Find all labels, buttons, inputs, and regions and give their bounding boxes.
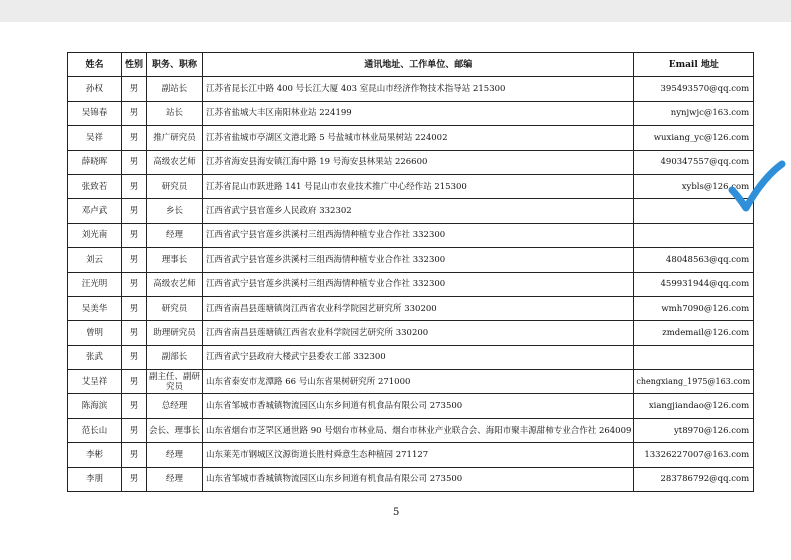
table-row [68,321,754,345]
cell-title: 会长、理事长 [147,418,203,442]
cell-name: 吴锦春 [68,101,122,125]
cell-gender: 男 [122,394,147,418]
cell-address: 山东莱芜市钢城区汶源街道长胜村舜意生态种植园 271127 [203,443,634,467]
cell-email: chengxiang_1975@163.com [634,370,754,394]
cell-email: 395493570@qq.com [634,77,754,101]
cell-gender: 男 [122,101,147,125]
cell-title: 理事长 [147,248,203,272]
cell-name: 薛晓晖 [68,150,122,174]
cell-email: wmh7090@126.com [634,296,754,320]
table-row [68,248,754,272]
cell-name: 刘光南 [68,223,122,247]
cell-gender: 男 [122,467,147,491]
table-row [68,101,754,125]
cell-gender: 男 [122,321,147,345]
cell-address: 江苏省昆长江中路 400 号长江大厦 403 室昆山市经济作物技术指导站 215300 [203,77,634,101]
cell-title: 高级农艺师 [147,150,203,174]
cell-address: 山东省烟台市芝罘区通世路 90 号烟台市林业局、烟台市林业产业联合会、海阳市聚丰源甜柿专业合作社 264009 [203,418,634,442]
contact-table [67,52,754,492]
cell-gender: 男 [122,174,147,198]
cell-address: 江西省南昌县莲塘镇岗江西省农业科学院园艺研究所 330200 [203,296,634,320]
cell-address: 江西省武宁县政府大楼武宁县委农工部 332300 [203,345,634,369]
table-row [68,418,754,442]
cell-title: 经理 [147,443,203,467]
cell-name: 汪光明 [68,272,122,296]
table-row [68,223,754,247]
table-row [68,296,754,320]
cell-title: 副部长 [147,345,203,369]
cell-name: 吴美华 [68,296,122,320]
cell-email [634,223,754,247]
cell-name: 李彬 [68,443,122,467]
cell-name: 曾明 [68,321,122,345]
cell-email: wuxiang_yc@126.com [634,126,754,150]
cell-gender: 男 [122,272,147,296]
cell-title: 副站长 [147,77,203,101]
cell-name: 孙权 [68,77,122,101]
cell-title: 推广研究员 [147,126,203,150]
cell-email [634,345,754,369]
cell-email: 490347557@qq.com [634,150,754,174]
cell-name: 刘云 [68,248,122,272]
cell-address: 江西省武宁县官莲乡洪溪村三组西海情种植专业合作社 332300 [203,248,634,272]
cell-gender: 男 [122,223,147,247]
header-address: 通讯地址、工作单位、邮编 [203,53,634,77]
cell-name: 张致若 [68,174,122,198]
checkmark-icon [726,160,786,216]
cell-title: 总经理 [147,394,203,418]
page-number: 5 [393,507,400,518]
table-row [68,174,754,198]
cell-name: 李朋 [68,467,122,491]
table-row [68,467,754,491]
cell-name: 艾呈祥 [68,370,122,394]
cell-gender: 男 [122,296,147,320]
cell-address: 江苏省海安县海安镇江海中路 19 号海安县林果站 226600 [203,150,634,174]
cell-name: 吴祥 [68,126,122,150]
cell-name: 张武 [68,345,122,369]
cell-email: 48048563@qq.com [634,248,754,272]
cell-address: 江西省武宁县官莲乡洪溪村三组西海情种植专业合作社 332300 [203,272,634,296]
cell-title: 经理 [147,223,203,247]
cell-name: 陈海滨 [68,394,122,418]
cell-gender: 男 [122,370,147,394]
cell-email: 283786792@qq.com [634,467,754,491]
cell-gender: 男 [122,248,147,272]
cell-gender: 男 [122,126,147,150]
cell-address: 江西省南昌县莲塘镇江西省农业科学院园艺研究所 330200 [203,321,634,345]
cell-gender: 男 [122,199,147,223]
cell-title: 副主任、副研究员 [147,370,203,394]
cell-address: 江西省武宁县官莲乡洪溪村三组西海情种植专业合作社 332300 [203,223,634,247]
cell-address: 江苏省盐城市亭湖区文港北路 5 号盐城市林业局果树站 224002 [203,126,634,150]
table-row [68,272,754,296]
cell-address: 江西省武宁县官莲乡人民政府 332302 [203,199,634,223]
cell-title: 乡长 [147,199,203,223]
cell-email: nynjwjc@163.com [634,101,754,125]
cell-email: 13326227007@163.com [634,443,754,467]
cell-address: 山东省泰安市龙潭路 66 号山东省果树研究所 271000 [203,370,634,394]
table-row [68,394,754,418]
cell-email: xiangjiandao@126.com [634,394,754,418]
table-header-row [68,53,754,77]
cell-title: 助理研究员 [147,321,203,345]
cell-title: 高级农艺师 [147,272,203,296]
cell-gender: 男 [122,345,147,369]
cell-name: 范长山 [68,418,122,442]
cell-email: 459931944@qq.com [634,272,754,296]
cell-address: 江苏省昆山市跃进路 141 号昆山市农业技术推广中心经作站 215300 [203,174,634,198]
cell-title: 研究员 [147,296,203,320]
cell-gender: 男 [122,418,147,442]
cell-address: 山东省邹城市香城镇物流园区山东乡间道有机食品有限公司 273500 [203,467,634,491]
table-row [68,370,754,394]
table-row [68,150,754,174]
header-name: 姓名 [68,53,122,77]
table-row [68,443,754,467]
cell-address: 江苏省盐城大丰区南阳林业站 224199 [203,101,634,125]
cell-address: 山东省邹城市香城镇物流园区山东乡间道有机食品有限公司 273500 [203,394,634,418]
table-row [68,126,754,150]
cell-email: yt8970@126.com [634,418,754,442]
cell-title: 站长 [147,101,203,125]
cell-gender: 男 [122,150,147,174]
cell-title: 研究员 [147,174,203,198]
cell-title: 经理 [147,467,203,491]
table-row [68,345,754,369]
cell-email: zmdemail@126.com [634,321,754,345]
header-title: 职务、职称 [147,53,203,77]
cell-name: 邓卢武 [68,199,122,223]
header-email: Email 地址 [634,53,754,77]
table-row [68,77,754,101]
header-gender: 性别 [122,53,147,77]
cell-gender: 男 [122,443,147,467]
top-bar [0,0,791,22]
cell-email: xybls@126.com [634,174,754,198]
table-row [68,199,754,223]
cell-gender: 男 [122,77,147,101]
